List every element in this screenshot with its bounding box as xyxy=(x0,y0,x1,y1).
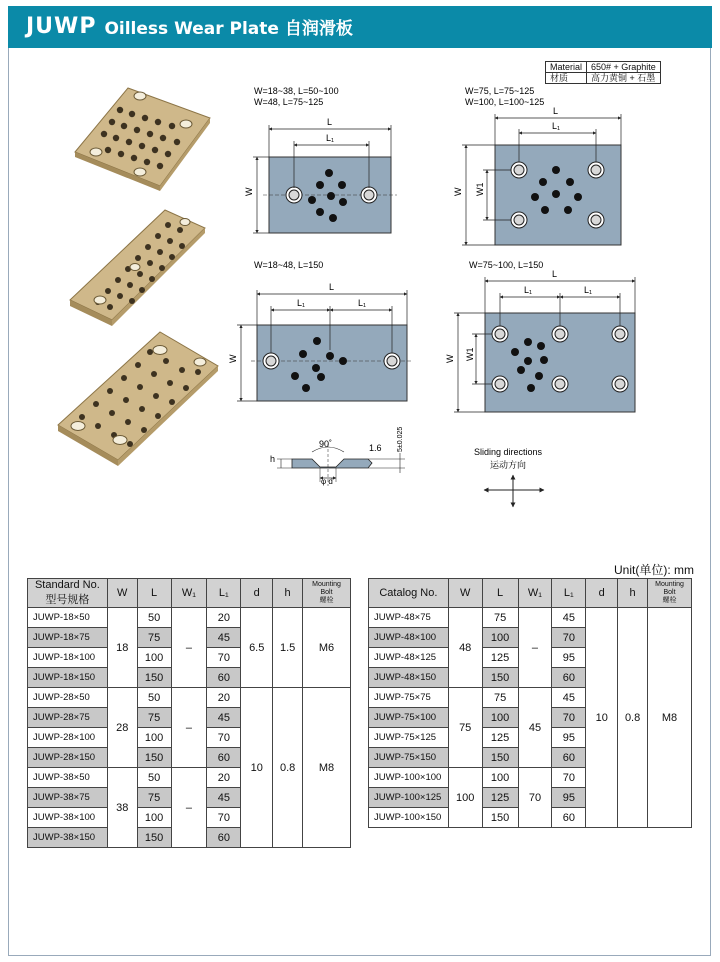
drawing2-dim-l1: L₁ xyxy=(552,121,561,131)
drawing1-plate xyxy=(263,157,397,233)
table-row: JUWP-28×75 75 45 xyxy=(28,708,351,728)
table-row: JUWP-48×125 125 95 xyxy=(369,648,692,668)
drawing4-dim-l1-left: L₁ xyxy=(524,285,533,295)
col-w: W xyxy=(448,579,482,608)
table-row: JUWP-38×100 100 70 xyxy=(28,808,351,828)
table-row: JUWP-75×125 125 95 xyxy=(369,728,692,748)
col-d: d xyxy=(586,579,618,608)
drawing2-plate xyxy=(495,145,621,245)
drawing3-dim-l1-left: L₁ xyxy=(297,298,306,308)
drawing1-dim-l1: L₁ xyxy=(326,133,335,143)
table-header-row xyxy=(369,579,692,608)
drawing3-dim-l: L xyxy=(329,282,335,292)
drawing3-range: W=18~48, L=150 xyxy=(254,260,324,270)
drawing4-dim-l: L xyxy=(552,269,558,279)
drawing2-range-2: W=100, L=100~125 xyxy=(465,97,545,107)
drawing2-dim-w1: W1 xyxy=(475,182,485,196)
unit-label: Unit(单位): mm xyxy=(614,563,694,577)
material-value: 650# + Graphite xyxy=(587,62,661,73)
sliding-arrows-icon xyxy=(484,475,544,507)
table-row: JUWP-18×100 100 70 xyxy=(28,648,351,668)
product-photo-1 xyxy=(75,88,210,191)
drawing4-dim-w: W xyxy=(445,354,455,363)
table-row: JUWP-38×75 75 45 xyxy=(28,788,351,808)
col-w1: W₁ xyxy=(171,579,207,608)
table-row: JUWP-28×100 100 70 xyxy=(28,728,351,748)
table-row: JUWP-18×50 18 50 – 20 6.5 1.5 M6 xyxy=(28,608,351,628)
spec-table-catalog xyxy=(368,578,692,828)
section-tolerance: 5±0.025 xyxy=(397,426,404,452)
material-label: Material xyxy=(546,62,587,73)
col-mounting-bolt: Mounting Bolt 螺栓 xyxy=(648,579,692,608)
table-row: JUWP-100×150 150 60 xyxy=(369,808,692,828)
section-angle: 90˚ xyxy=(319,439,333,449)
table-row: JUWP-28×150 150 60 xyxy=(28,748,351,768)
sliding-label-en: Sliding directions xyxy=(474,447,543,457)
product-photo-2 xyxy=(70,210,205,326)
product-photo-3 xyxy=(58,332,218,466)
drawing3-plate xyxy=(251,325,413,401)
col-h: h xyxy=(273,579,303,608)
table-row: JUWP-18×75 75 45 xyxy=(28,628,351,648)
table-row: JUWP-48×75 48 75 – 45 10 0.8 M8 xyxy=(369,608,692,628)
table-row: JUWP-100×125 125 95 xyxy=(369,788,692,808)
model-code: JUWP xyxy=(26,13,97,39)
col-d: d xyxy=(241,579,273,608)
col-catalog-no: Catalog No. xyxy=(369,579,449,608)
table-row: JUWP-75×150 150 60 xyxy=(369,748,692,768)
col-h: h xyxy=(618,579,648,608)
col-l1: L₁ xyxy=(207,579,241,608)
table-row: JUWP-18×150 150 60 xyxy=(28,668,351,688)
drawing2-range-1: W=75, L=75~125 xyxy=(465,86,535,96)
table-row: JUWP-48×100 100 70 xyxy=(369,628,692,648)
drawing1-range-1: W=18~38, L=50~100 xyxy=(254,86,339,96)
col-l: L xyxy=(137,579,171,608)
table-row: JUWP-38×150 150 60 xyxy=(28,828,351,848)
table-row: JUWP-75×75 75 75 45 45 xyxy=(369,688,692,708)
drawing1-dim-w: W xyxy=(244,187,254,196)
sliding-label-cn: 运动方向 xyxy=(490,460,527,470)
drawing4-dim-l1-right: L₁ xyxy=(584,285,593,295)
col-standard-no: Standard No. 型号规格 xyxy=(28,579,108,608)
drawing4-plate xyxy=(485,313,635,412)
col-mounting-bolt: Mounting Bolt 螺栓 xyxy=(303,579,351,608)
section-dim-h: h xyxy=(270,454,276,464)
section-view xyxy=(277,444,405,486)
material-label-cn: 材质 xyxy=(546,73,587,84)
drawing4-range: W=75~100, L=150 xyxy=(469,260,544,270)
drawing2-dim-l: L xyxy=(553,106,559,116)
drawing4-dim-w1: W1 xyxy=(465,347,475,361)
col-l1: L₁ xyxy=(552,579,586,608)
material-value-cn: 高力黄铜 + 石墨 xyxy=(587,73,661,84)
drawing3-dim-w: W xyxy=(228,354,238,363)
section-chamfer: 1.6 xyxy=(369,443,382,453)
spec-table-standard xyxy=(27,578,351,848)
table-row: JUWP-28×50 28 50 – 20 10 0.8 M8 xyxy=(28,688,351,708)
col-w: W xyxy=(107,579,137,608)
table-row: JUWP-75×100 100 70 xyxy=(369,708,692,728)
table-row: JUWP-48×150 150 60 xyxy=(369,668,692,688)
drawing1-dim-l: L xyxy=(327,117,333,127)
col-w1: W₁ xyxy=(518,579,552,608)
section-dim-d: φ d xyxy=(321,477,333,486)
table-row: JUWP-38×50 38 50 – 20 xyxy=(28,768,351,788)
col-l: L xyxy=(482,579,518,608)
table-row: JUWP-100×100 100 100 70 70 xyxy=(369,768,692,788)
table-header-row xyxy=(28,579,351,608)
drawing1-range-2: W=48, L=75~125 xyxy=(254,97,324,107)
drawing2-dim-w: W xyxy=(453,187,463,196)
page-title: Oilless Wear Plate 自润滑板 xyxy=(104,18,353,39)
drawing3-dim-l1-right: L₁ xyxy=(358,298,367,308)
